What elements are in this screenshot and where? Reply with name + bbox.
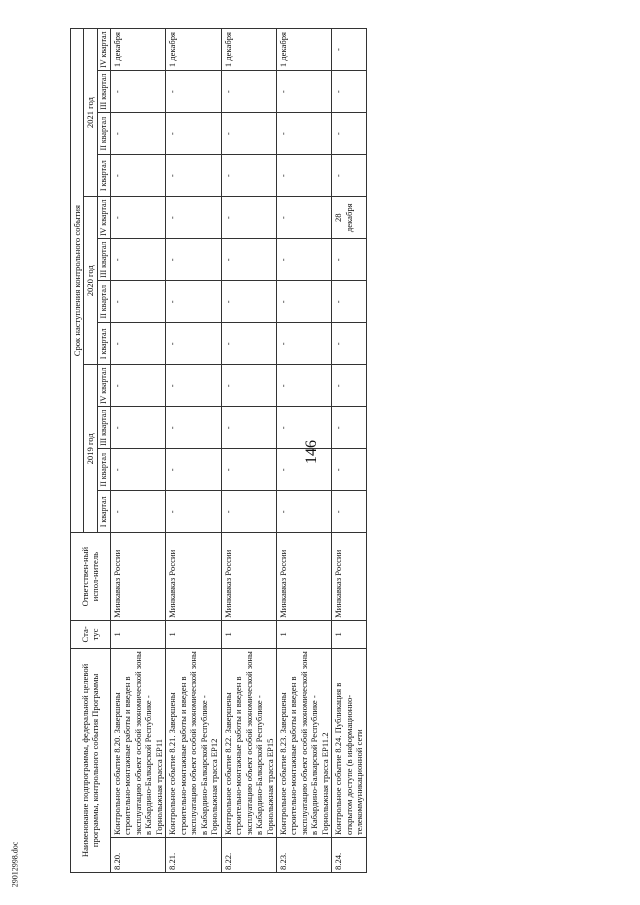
- table-row: [276, 29, 331, 873]
- quarter-value: -: [276, 155, 331, 197]
- quarter-value: -: [166, 197, 221, 239]
- footer-file-name: 29012998.doc: [10, 841, 20, 888]
- row-status: 1: [276, 620, 331, 648]
- row-responsible: Минкавказ России: [276, 533, 331, 621]
- quarter-value: -: [110, 323, 165, 365]
- quarter-value: -: [221, 281, 276, 323]
- row-status: 1: [221, 620, 276, 648]
- quarter-value: -: [166, 491, 221, 533]
- quarter-value: -: [276, 449, 331, 491]
- quarter-value: -: [166, 71, 221, 113]
- quarter-value: -: [221, 113, 276, 155]
- row-status: 1: [110, 620, 165, 648]
- quarter-value: -: [110, 365, 165, 407]
- quarter-value: -: [221, 239, 276, 281]
- quarter-value: -: [276, 281, 331, 323]
- header-quarter: II квартал: [97, 449, 110, 491]
- quarter-value: 1 декабря: [110, 29, 165, 71]
- quarter-value: -: [332, 281, 366, 323]
- quarter-value: -: [276, 365, 331, 407]
- quarter-value: -: [332, 323, 366, 365]
- quarter-value: -: [110, 407, 165, 449]
- quarter-value: -: [110, 281, 165, 323]
- row-number: 8.24.: [332, 837, 366, 872]
- quarter-value: -: [166, 365, 221, 407]
- header-responsible: Ответствен-ный испол-нитель: [71, 533, 111, 621]
- header-year-2019: 2019 год: [84, 365, 97, 533]
- table-row: [166, 29, 221, 873]
- quarter-value: -: [166, 239, 221, 281]
- quarter-value: -: [332, 449, 366, 491]
- quarter-value: 28 декабря: [332, 197, 366, 239]
- quarter-value: -: [166, 113, 221, 155]
- header-year-2021: 2021 год: [84, 29, 97, 197]
- quarter-value: -: [332, 407, 366, 449]
- quarter-value: -: [110, 491, 165, 533]
- quarter-value: -: [221, 155, 276, 197]
- row-responsible: Минкавказ России: [166, 533, 221, 621]
- header-year-2020: 2020 год: [84, 197, 97, 365]
- quarter-value: -: [110, 155, 165, 197]
- quarter-value: -: [332, 155, 366, 197]
- event-name: Контрольное событие 8.21. Завершены строительно-монтажные работы и введен в эксплуатацию объект особой экономической зоны в Кабардино-Балкарской Республике - Горнолыжная трасса ЕР12: [166, 648, 221, 837]
- event-name: Контрольное событие 8.24. Публикация в открытом доступе (в информационно-телекоммуникационной сети: [332, 648, 366, 837]
- table-row: [221, 29, 276, 873]
- quarter-value: -: [276, 197, 331, 239]
- quarter-value: -: [221, 449, 276, 491]
- header-quarter: I квартал: [97, 491, 110, 533]
- header-status: Ста-тус: [71, 620, 111, 648]
- quarter-value: -: [332, 71, 366, 113]
- quarter-value: -: [110, 113, 165, 155]
- quarter-value: -: [332, 239, 366, 281]
- header-quarter: III квартал: [97, 71, 110, 113]
- table-row: [332, 29, 366, 873]
- quarter-value: -: [332, 29, 366, 71]
- header-quarter: III квартал: [97, 239, 110, 281]
- table-body: [110, 29, 366, 873]
- header-quarter: IV квартал: [97, 29, 110, 71]
- header-quarter: I квартал: [97, 323, 110, 365]
- quarter-value: -: [276, 491, 331, 533]
- header-quarter: II квартал: [97, 281, 110, 323]
- quarter-value: -: [166, 155, 221, 197]
- header-quarter: IV квартал: [97, 197, 110, 239]
- quarter-value: -: [221, 323, 276, 365]
- quarter-value: 1 декабря: [221, 29, 276, 71]
- quarter-value: -: [276, 113, 331, 155]
- quarter-value: 1 декабря: [166, 29, 221, 71]
- quarter-value: 1 декабря: [276, 29, 331, 71]
- quarter-value: -: [110, 449, 165, 491]
- quarter-value: -: [221, 197, 276, 239]
- table-row: [110, 29, 165, 873]
- row-responsible: Минкавказ России: [110, 533, 165, 621]
- header-quarter: I квартал: [97, 155, 110, 197]
- quarter-value: -: [110, 239, 165, 281]
- quarter-value: -: [221, 407, 276, 449]
- quarter-value: -: [276, 71, 331, 113]
- row-number: 8.20.: [110, 837, 165, 872]
- quarter-value: -: [221, 71, 276, 113]
- row-number: 8.22.: [221, 837, 276, 872]
- header-name: Наименование подпрограммы, федеральной целевой программы, контрольного события Программы: [71, 648, 111, 872]
- row-number: 8.23.: [276, 837, 331, 872]
- quarter-value: -: [276, 407, 331, 449]
- header-quarter: II квартал: [97, 113, 110, 155]
- quarter-value: -: [221, 365, 276, 407]
- header-quarter: III квартал: [97, 407, 110, 449]
- event-name: Контрольное событие 8.22. Завершены строительно-монтажные работы и введен в эксплуатацию объект особой экономической зоны в Кабардино-Балкарской Республике - Горнолыжная трасса ЕР15: [221, 648, 276, 837]
- quarter-value: -: [221, 491, 276, 533]
- quarter-value: -: [166, 407, 221, 449]
- event-name: Контрольное событие 8.20. Завершены строительно-монтажные работы и введен в эксплуатацию объект особой экономической зоны в Кабардино-Балкарской Республике - Горнолыжная трасса ЕР11: [110, 648, 165, 837]
- header-quarter: IV квартал: [97, 365, 110, 407]
- quarter-value: -: [166, 449, 221, 491]
- row-responsible: Минкавказ России: [221, 533, 276, 621]
- page-number: 146: [303, 440, 320, 464]
- quarter-value: -: [110, 197, 165, 239]
- row-number: 8.21.: [166, 837, 221, 872]
- event-name: Контрольное событие 8.23. Завершены строительно-монтажные работы и введен в эксплуатацию объект особой экономической зоны в Кабардино-Балкарской Республике - Горнолыжная трасса ЕР11.2: [276, 648, 331, 837]
- row-responsible: Минкавказ России: [332, 533, 366, 621]
- quarter-value: -: [166, 323, 221, 365]
- row-status: 1: [332, 620, 366, 648]
- quarter-value: -: [276, 323, 331, 365]
- row-status: 1: [166, 620, 221, 648]
- quarter-value: -: [332, 491, 366, 533]
- quarter-value: -: [166, 281, 221, 323]
- quarter-value: -: [332, 113, 366, 155]
- header-deadline-group: Срок наступления контрольного события: [71, 29, 84, 533]
- rotated-table-container: [70, 28, 580, 873]
- quarter-value: -: [332, 365, 366, 407]
- quarter-value: -: [110, 71, 165, 113]
- control-events-table: [70, 28, 367, 873]
- quarter-value: -: [276, 239, 331, 281]
